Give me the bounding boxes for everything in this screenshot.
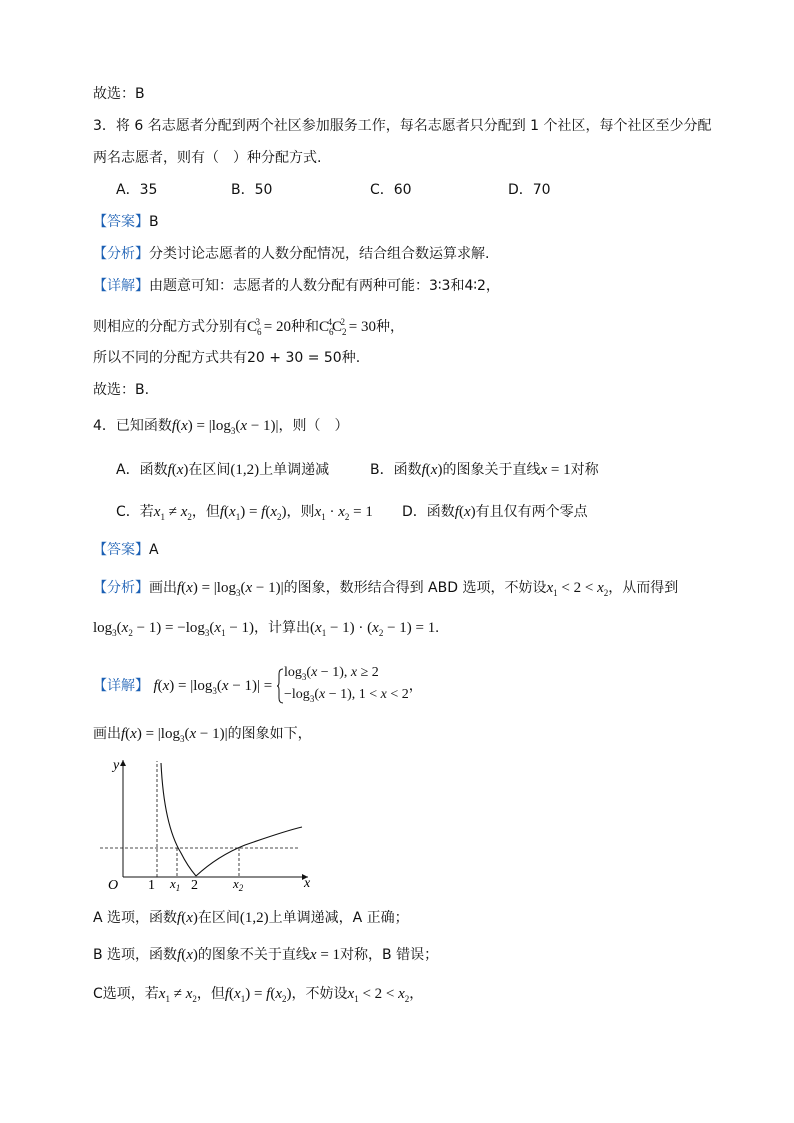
curve-right-branch xyxy=(196,827,302,876)
q3-option-b: B．50 xyxy=(231,182,273,198)
q4-option-b: B．函数f(x)的图象关于直线x = 1对称 xyxy=(370,462,599,478)
detail-tag: 【详解】 xyxy=(93,278,149,294)
curve-left-branch xyxy=(161,763,196,876)
analysis-tag: 【分析】 xyxy=(93,246,149,262)
q4-answer xyxy=(93,540,159,560)
q4-option-a: A．函数f(x)在区间(1,2)上单调递减 xyxy=(116,462,330,478)
analysis-text: 分类讨论志愿者的人数分配情况，结合组合数运算求解. xyxy=(149,246,490,262)
y-axis-label: y xyxy=(113,758,120,773)
stem-text: ，则（ ） xyxy=(278,418,349,434)
q3-analysis xyxy=(93,244,489,264)
q4-detail-piecewise: 【详解】 $f(x) = |\log_3(x - 1)| = \log_3(x - 1)$, x ≥ 2 $-\log_3(x - 1)$, 1 < x < 2， xyxy=(93,665,423,704)
function-formula: $f(x) = |\log_3(x - 1)|$ xyxy=(171,418,279,436)
q3-detail-3: 所以不同的分配方式共有20 + 30 = 50种. xyxy=(93,350,361,366)
detail-text: 则相应的分配方式分别有 xyxy=(93,319,247,335)
origin-label: O xyxy=(108,878,119,893)
q3-detail-1 xyxy=(93,276,500,296)
tick-label-1: 1 xyxy=(148,878,155,893)
q4-analysis-2: $\log_3(x_2 - 1) = -\log_3(x_1 - 1)$，计算出$(x_1 - 1) \cdot (x_2 - 1) = 1$. xyxy=(93,620,439,638)
tick-label-x1: $x_1$ xyxy=(170,876,181,893)
answer-tag: 【答案】 xyxy=(93,542,149,558)
combination-formula-1: $C_6^3 = 20$ xyxy=(247,317,291,337)
combination-formula-2: $C_6^4C_2^2 = 30$ xyxy=(318,317,376,337)
function-graph xyxy=(95,755,325,895)
answer-value: A xyxy=(149,542,159,558)
q4-option-c: C．若$x_1 \ne x_2$，但$f(x_1) = f(x_2)$，则$x_1 \cdot x_2 = 1$ xyxy=(116,504,373,522)
q3-answer xyxy=(93,212,159,232)
q3-option-d: D．70 xyxy=(508,182,551,198)
q3-option-c: C．60 xyxy=(370,182,412,198)
x-axis-label: x xyxy=(304,876,311,891)
q4-solution-c: C选项，若$x_1 \ne x_2$，但$f(x_1) = f(x_2)$，不妨设$x_1 < 2 < x_2$， xyxy=(93,986,424,1004)
answer-tag: 【答案】 xyxy=(93,214,149,230)
q4-solution-b: B 选项，函数f(x)的图象不关于直线x = 1对称，B 错误； xyxy=(93,947,439,963)
q3-stem-line-1: 3．将 6 名志愿者分配到两个社区参加服务工作，每名志愿者只分配到 1 个社区，每个社区至少分配 xyxy=(93,118,712,134)
q4-solution-a: A 选项，函数f(x)在区间(1,2)上单调递减，A 正确； xyxy=(93,910,409,926)
q3-choose: 故选：B. xyxy=(93,382,150,398)
q4-draw-text: 画出$f(x) = |\log_3(x - 1)|$的图象如下， xyxy=(93,726,312,744)
q3-detail-2 xyxy=(93,312,404,342)
answer-value: B xyxy=(149,214,159,230)
detail-tag: 【详解】 xyxy=(93,677,149,694)
q4-stem xyxy=(93,416,349,441)
q4-option-d: D．函数f(x)有且仅有两个零点 xyxy=(402,504,588,520)
q4-analysis-1: 【分析】画出$f(x) = |\log_3(x - 1)|$的图象，数形结合得到 ABD 选项，不妨设$x_1 < 2 < x_2$，从而得到 xyxy=(93,580,679,598)
tick-label-2: 2 xyxy=(191,878,198,893)
prev-choose: 故选：B xyxy=(93,86,145,102)
analysis-tag: 【分析】 xyxy=(93,580,149,596)
detail-text: 由题意可知：志愿者的人数分配有两种可能：3∶3和4∶2， xyxy=(149,278,500,294)
q3-option-a: A．35 xyxy=(116,182,158,198)
detail-text: 种， xyxy=(375,319,404,335)
stem-text: 4．已知函数 xyxy=(93,418,172,434)
tick-label-x2: $x_2$ xyxy=(233,876,244,893)
detail-text: 种和 xyxy=(290,319,319,335)
q3-stem-line-2: 两名志愿者，则有（ ）种分配方式. xyxy=(93,150,322,166)
